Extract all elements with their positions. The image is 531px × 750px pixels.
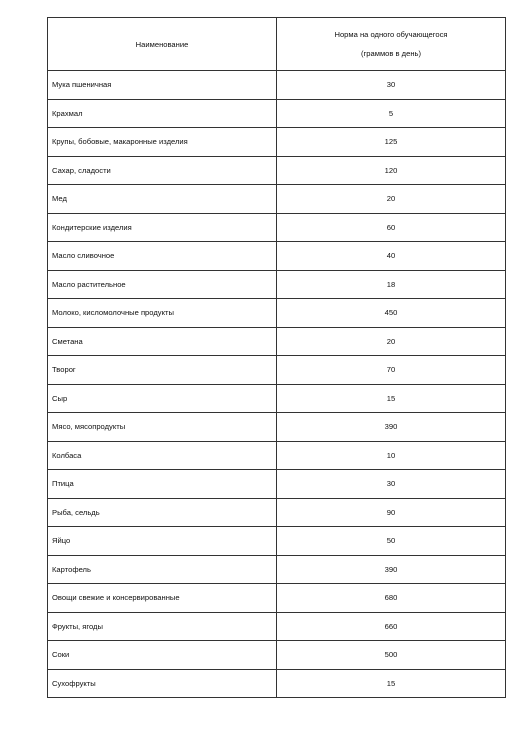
header-norm-unit: (граммов в день) bbox=[360, 48, 422, 58]
row-value: 390 bbox=[277, 555, 506, 584]
row-name: Творог bbox=[48, 356, 277, 385]
table-row bbox=[48, 669, 506, 698]
table-row bbox=[48, 270, 506, 299]
row-name: Крахмал bbox=[48, 99, 277, 128]
row-name: Сметана bbox=[48, 327, 277, 356]
row-name: Картофель bbox=[48, 555, 277, 584]
table-row bbox=[48, 584, 506, 613]
row-value: 390 bbox=[277, 413, 506, 442]
table-row bbox=[48, 156, 506, 185]
table-row bbox=[48, 384, 506, 413]
row-name: Масло сливочное bbox=[48, 242, 277, 271]
row-value: 10 bbox=[277, 441, 506, 470]
row-value: 70 bbox=[277, 356, 506, 385]
header-row bbox=[48, 18, 506, 71]
table-body bbox=[48, 71, 506, 698]
row-name: Сыр bbox=[48, 384, 277, 413]
table-row bbox=[48, 128, 506, 157]
table-row bbox=[48, 299, 506, 328]
row-name: Кондитерские изделия bbox=[48, 213, 277, 242]
table-row bbox=[48, 441, 506, 470]
row-value: 15 bbox=[277, 384, 506, 413]
table-row bbox=[48, 99, 506, 128]
row-value: 90 bbox=[277, 498, 506, 527]
row-value: 30 bbox=[277, 71, 506, 100]
row-value: 660 bbox=[277, 612, 506, 641]
row-name: Сахар, сладости bbox=[48, 156, 277, 185]
row-name: Колбаса bbox=[48, 441, 277, 470]
header-norm-cell bbox=[277, 18, 506, 71]
table-row bbox=[48, 327, 506, 356]
row-name: Птица bbox=[48, 470, 277, 499]
row-name: Рыба, сельдь bbox=[48, 498, 277, 527]
table-row bbox=[48, 555, 506, 584]
header-norm-title: Норма на одного обучающегося bbox=[334, 29, 448, 39]
row-value: 680 bbox=[277, 584, 506, 613]
row-name: Соки bbox=[48, 641, 277, 670]
row-name: Сухофрукты bbox=[48, 669, 277, 698]
table-row bbox=[48, 71, 506, 100]
header-name-cell: Наименование bbox=[48, 18, 277, 71]
row-value: 120 bbox=[277, 156, 506, 185]
row-value: 18 bbox=[277, 270, 506, 299]
table-row bbox=[48, 242, 506, 271]
table-row bbox=[48, 185, 506, 214]
row-name: Молоко, кисломолочные продукты bbox=[48, 299, 277, 328]
row-name: Масло растительное bbox=[48, 270, 277, 299]
row-value: 20 bbox=[277, 185, 506, 214]
table-row bbox=[48, 612, 506, 641]
row-name: Мясо, мясопродукты bbox=[48, 413, 277, 442]
row-value: 450 bbox=[277, 299, 506, 328]
table-row bbox=[48, 413, 506, 442]
row-value: 15 bbox=[277, 669, 506, 698]
row-name: Овощи свежие и консервированные bbox=[48, 584, 277, 613]
table-row bbox=[48, 213, 506, 242]
row-name: Фрукты, ягоды bbox=[48, 612, 277, 641]
table-header bbox=[48, 18, 506, 71]
table-row bbox=[48, 641, 506, 670]
row-value: 500 bbox=[277, 641, 506, 670]
table-row bbox=[48, 527, 506, 556]
row-value: 30 bbox=[277, 470, 506, 499]
row-value: 125 bbox=[277, 128, 506, 157]
row-value: 60 bbox=[277, 213, 506, 242]
row-value: 50 bbox=[277, 527, 506, 556]
table-row bbox=[48, 356, 506, 385]
row-name: Мед bbox=[48, 185, 277, 214]
table-row bbox=[48, 498, 506, 527]
row-value: 20 bbox=[277, 327, 506, 356]
row-name: Яйцо bbox=[48, 527, 277, 556]
row-value: 5 bbox=[277, 99, 506, 128]
table-row bbox=[48, 470, 506, 499]
food-norms-table bbox=[47, 17, 506, 698]
row-name: Крупы, бобовые, макаронные изделия bbox=[48, 128, 277, 157]
row-name: Мука пшеничная bbox=[48, 71, 277, 100]
row-value: 40 bbox=[277, 242, 506, 271]
